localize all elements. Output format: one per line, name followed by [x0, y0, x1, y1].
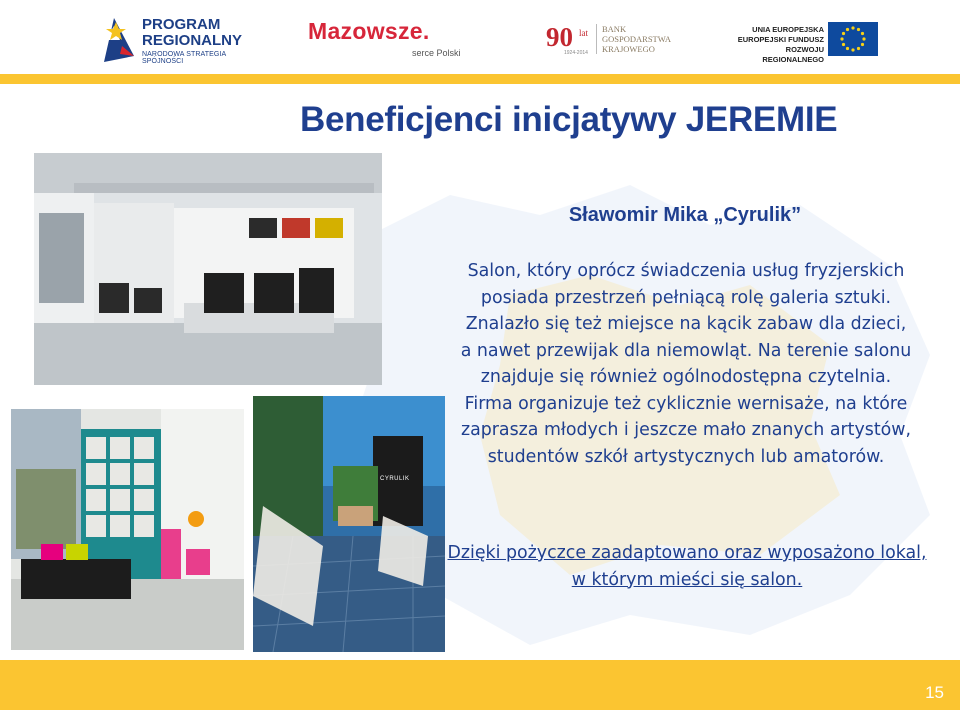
- bgk-name: [602, 24, 671, 54]
- loan-note: Dzięki pożyczce zaadaptowano oraz wyposażono lokal, w którym mieści się salon.: [447, 543, 927, 590]
- pr-line2: REGIONALNY: [142, 32, 243, 49]
- ue-line2: EUROPEJSKI FUNDUSZ: [737, 35, 824, 44]
- bgk-logo: [546, 22, 671, 58]
- ue-logo: [736, 22, 882, 64]
- eu-flag-icon: [828, 22, 878, 56]
- terrace-photo: [253, 396, 445, 652]
- bgk-name-line2: GOSPODARSTWA: [602, 34, 671, 44]
- mazowsze-tagline: serce Polski: [412, 48, 461, 58]
- page-number: 15: [925, 683, 944, 702]
- bgk-name-line1: BANK: [602, 24, 627, 34]
- bgk-lat: lat: [579, 28, 588, 38]
- bgk-divider: [596, 24, 597, 54]
- page-title: Beneficjenci inicjatywy JEREMIE: [300, 100, 838, 139]
- top-accent-bar: [0, 74, 960, 84]
- logo-strip: [0, 0, 960, 74]
- pr-line3: NARODOWA STRATEGIA SPÓJNOŚCI: [142, 51, 226, 65]
- mazowsze-logo: [308, 18, 473, 64]
- star-icon: [100, 16, 136, 64]
- ue-line3: ROZWOJU REGIONALNEGO: [762, 45, 824, 64]
- kids-corner-photo: [11, 409, 244, 650]
- ue-text: [736, 25, 824, 65]
- pr-line1: PROGRAM: [142, 16, 221, 33]
- mazowsze-wordmark: Mazowsze.: [308, 18, 430, 44]
- beneficiary-name: Sławomir Mika „Cyrulik”: [568, 204, 802, 226]
- ue-line1: UNIA EUROPEJSKA: [752, 25, 824, 34]
- salon-interior-photo: [34, 153, 382, 385]
- bottom-accent-bar: [0, 660, 960, 710]
- cyrulik-sign-text: CYRULIK: [380, 476, 410, 482]
- description-text: Salon, który oprócz świadczenia usług fryzjerskich posiada przestrzeń pełniącą rolę galeria sztuki. Znalazło się też miejsce na kącik zabaw dla dzieci, a nawet przewijak dla niemowląt. Na terenie salonu znajduje się również ogólnodostępna czytelnia. Firma organizuje też cyklicznie wernisaże, na które zaprasza młodych i jeszcze mało znanych artystów, studentów szkół artystycznych lub amatorów.: [460, 261, 912, 467]
- bgk-name-line3: KRAJOWEGO: [602, 44, 655, 54]
- bgk-years: 1924-2014: [564, 50, 588, 56]
- bgk-jubilee: 90: [546, 22, 573, 52]
- program-regionalny-logo: [100, 14, 265, 66]
